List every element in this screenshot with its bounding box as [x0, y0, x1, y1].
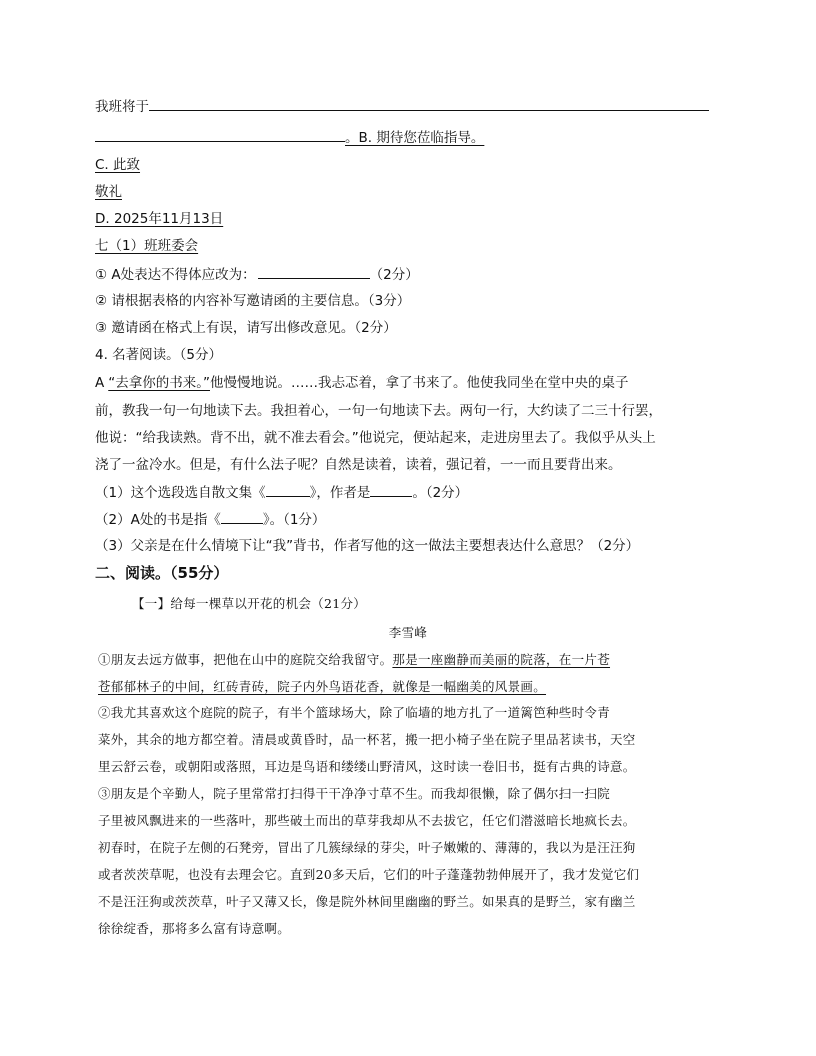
section-heading: 二、阅读。（55分）	[95, 564, 229, 582]
invitation-prefix: 我班将于	[95, 99, 149, 115]
paragraph-3-line-5: 不是汪汪狗或茨茨草，叶子又薄又长，像是院外林间里幽幽的野兰。如果真的是野兰，家有幽兰	[98, 894, 636, 909]
underlined-text: 那是一座幽静而美丽的院落，在一片苍	[392, 652, 611, 667]
sub-question-3: （3）父亲是在什么情境下让“我”背书，作者写他的这一做法主要想表达什么意思？（2分）	[95, 538, 640, 554]
paragraph-2-line-3: 里云舒云卷，或朝阳或落照，耳边是鸟语和缕缕山野清风，这时读一卷旧书，挺有古典的诗意。	[98, 759, 636, 774]
question-1-score: （2分）	[369, 267, 419, 283]
answer-blank[interactable]	[258, 264, 370, 279]
invitation-c-line: C. 此致	[95, 157, 141, 173]
question-1	[95, 264, 419, 285]
paragraph-3-line-4: 或者茨茨草呢，也没有去理会它。直到20多天后，它们的叶子蓬蓬勃勃伸展开了，我才发觉它们	[98, 867, 640, 882]
reading-subheading	[132, 594, 366, 614]
sub-question-1	[95, 482, 468, 503]
sub-question-2-score: 》。（1分）	[262, 512, 326, 528]
paragraph-3-line-1: ③朋友是个辛勤人，院子里常常打扫得干干净净寸草不生。而我却很懒，除了偶尔扫一扫院	[98, 786, 611, 801]
question-2: ② 请根据表格的内容补写邀请函的主要信息。（3分）	[95, 293, 411, 309]
paragraph-3-line-6: 徐徐绽香，那将多么富有诗意啊。	[98, 921, 291, 936]
passage-quote: “去拿你的书来。”	[108, 375, 210, 391]
passage-line-4: 浇了一盆冷水。但是，有什么法子呢？自然是读着，读着，强记着，一一而且要背出来。	[95, 457, 622, 473]
passage-label: A	[95, 375, 105, 391]
paragraph-2-line-2: 菜外，其余的地方都空着。清晨或黄昏时，品一杯茗，搬一把小椅子坐在院子里品茗读书，天空	[98, 732, 636, 747]
question-4-heading: 4. 名著阅读。（5分）	[95, 347, 223, 363]
question-3: ③ 邀请函在格式上有误，请写出修改意见。（2分）	[95, 320, 397, 336]
sub-question-1-text: （1）这个选段选自散文集《	[95, 485, 266, 501]
passage-line-1	[95, 373, 629, 393]
author-name: 李雪峰	[388, 625, 428, 640]
passage-line-2: 前，教我一句一句地读下去。我担着心，一句一句地读下去。两句一行，大约读了二三十行罢，	[95, 403, 662, 419]
paragraph-3-line-3: 初春时，在院子左侧的石凳旁，冒出了几簇绿绿的芽尖，叶子嫩嫩的、薄薄的，我以为是汪汪狗	[98, 840, 636, 855]
passage-text: 他慢慢地说。……我忐忑着，拿了书来了。他使我同坐在堂中央的桌子	[210, 375, 629, 391]
sub-question-2	[95, 509, 325, 530]
answer-blank[interactable]	[266, 482, 310, 497]
invitation-salute: 敬礼	[95, 184, 122, 200]
answer-blank[interactable]	[370, 482, 412, 497]
paragraph-3-line-2: 子里被风飘进来的一些落叶，那些破土而出的草芽我却从不去拔它，任它们潜滋暗长地疯长去。	[98, 813, 636, 828]
passage-line-3: 他说：“给我读熟。背不出，就不准去看会。”他说完，便站起来，走进房里去了。我似乎从头上	[95, 430, 656, 446]
sub-question-1-text: 》，作者是	[309, 485, 371, 501]
invitation-line-1	[95, 96, 709, 117]
paragraph-1-line-1	[98, 650, 610, 670]
invitation-signature: 七（1）班班委会	[95, 238, 199, 254]
question-1-text: ① A处表达不得体应改为：	[95, 267, 256, 283]
answer-blank[interactable]	[221, 509, 263, 524]
invitation-line-2	[95, 127, 484, 148]
answer-blank[interactable]	[95, 127, 345, 142]
reading-subheading-text: 【一】给每一棵草以开花的机会（21分）	[132, 596, 367, 611]
paragraph-1-line-2: 苍郁郁林子的中间，红砖青砖，院子内外鸟语花香，就像是一幅幽美的风景画。	[98, 679, 547, 694]
sub-question-1-score: 。（2分）	[412, 485, 469, 501]
invitation-closing: 。B. 期待您莅临指导。	[345, 130, 485, 146]
paragraph-2-line-1: ②我尤其喜欢这个庭院的院子，有半个篮球场大，除了临墙的地方扎了一道篱笆种些时令青	[98, 705, 611, 720]
invitation-date: D. 2025年11月13日	[95, 211, 224, 227]
sub-question-2-text: （2）A处的书是指《	[95, 512, 221, 528]
answer-blank[interactable]	[149, 96, 709, 111]
paragraph-text: ①朋友去远方做事，把他在山中的庭院交给我留守。	[98, 652, 393, 667]
